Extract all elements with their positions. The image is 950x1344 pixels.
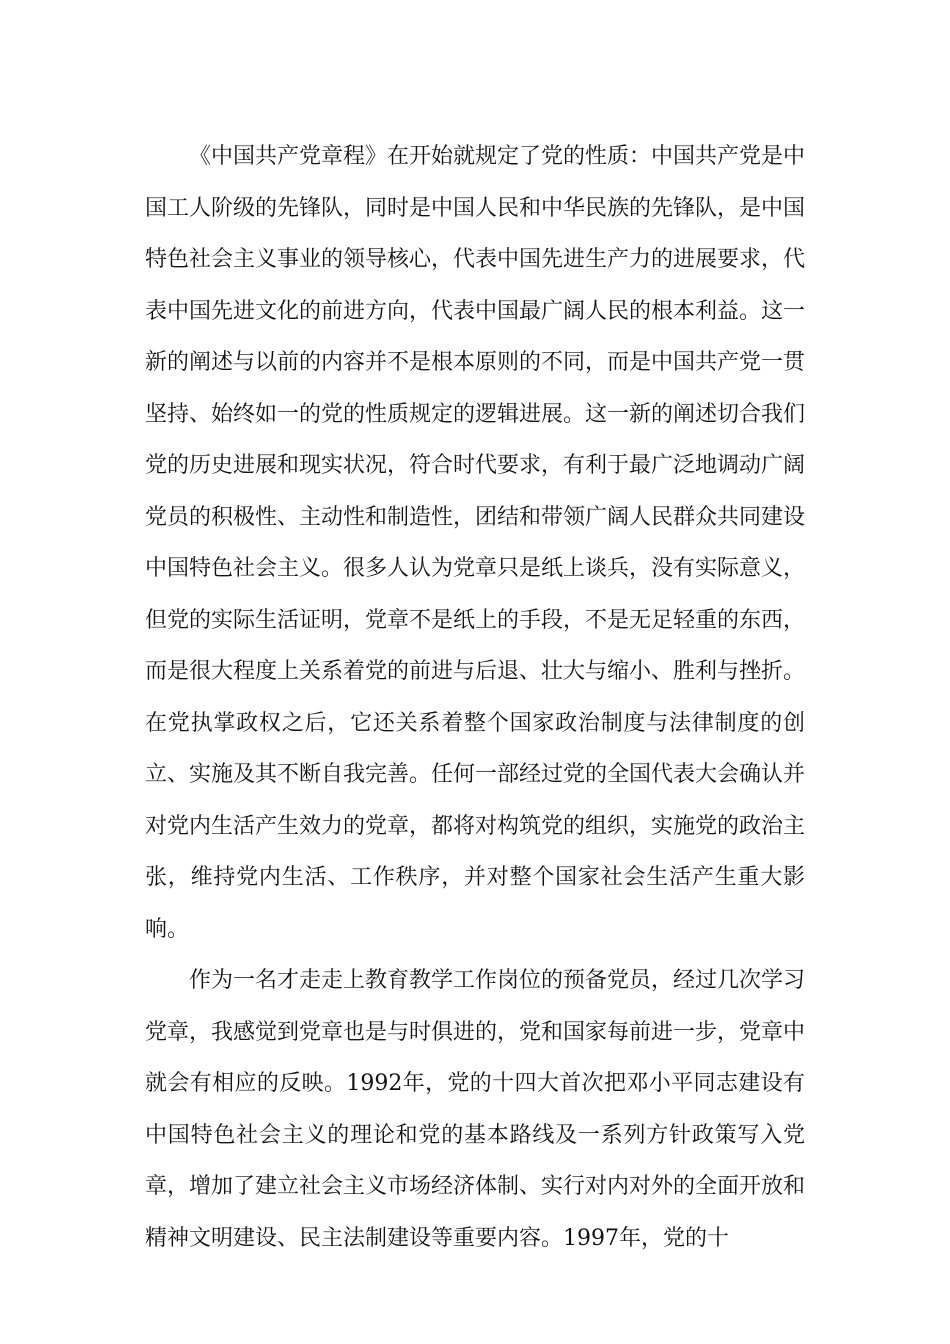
paragraph-personal-reflection: 作为一名才走走上教育教学工作岗位的预备党员，经过几次学习党章，我感觉到党章也是与时俱进的，党和国家每前进一步，党章中就会有相应的反映。1992年，党的十四大首次把邓小平同志建设有中国特色社会主义的理论和党的基本路线及一系列方针政策写入党章，增加了建立社会主义市场经济体制、实行对内对外的全面开放和精神文明建设、民主法制建设等重要内容。1997年，党的十: [145, 968, 806, 1251]
paragraph-party-nature: 《中国共产党章程》在开始就规定了党的性质：中国共产党是中国工人阶级的先锋队，同时是中国人民和中华民族的先锋队，是中国特色社会主义事业的领导核心，代表中国先进生产力的进展要求，代表中国先进文化的前进方向，代表中国最广阔人民的根本利益。这一新的阐述与以前的内容并不是根本原则的不同，而是中国共产党一贯坚持、始终如一的党的性质规定的逻辑进展。这一新的阐述切合我们党的历史进展和现实状况，符合时代要求，有利于最广泛地调动广阔党员的积极性、主动性和制造性，团结和带领广阔人民群众共同建设中国特色社会主义。很多人认为党章只是纸上谈兵，没有实际意义，但党的实际生活证明，党章不是纸上的手段，不是无足轻重的东西，而是很大程度上关系着党的前进与后退、壮大与缩小、胜利与挫折。在党执掌政权之后，它还关系着整个国家政治制度与法律制度的创立、实施及其不断自我完善。任何一部经过党的全国代表大会确认并对党内生活产生效力的党章，都将对构筑党的组织，实施党的政治主张，维持党内生活、工作秩序，并对整个国家社会生活产生重大影响。: [145, 144, 806, 942]
document-body: [145, 131, 805, 1264]
